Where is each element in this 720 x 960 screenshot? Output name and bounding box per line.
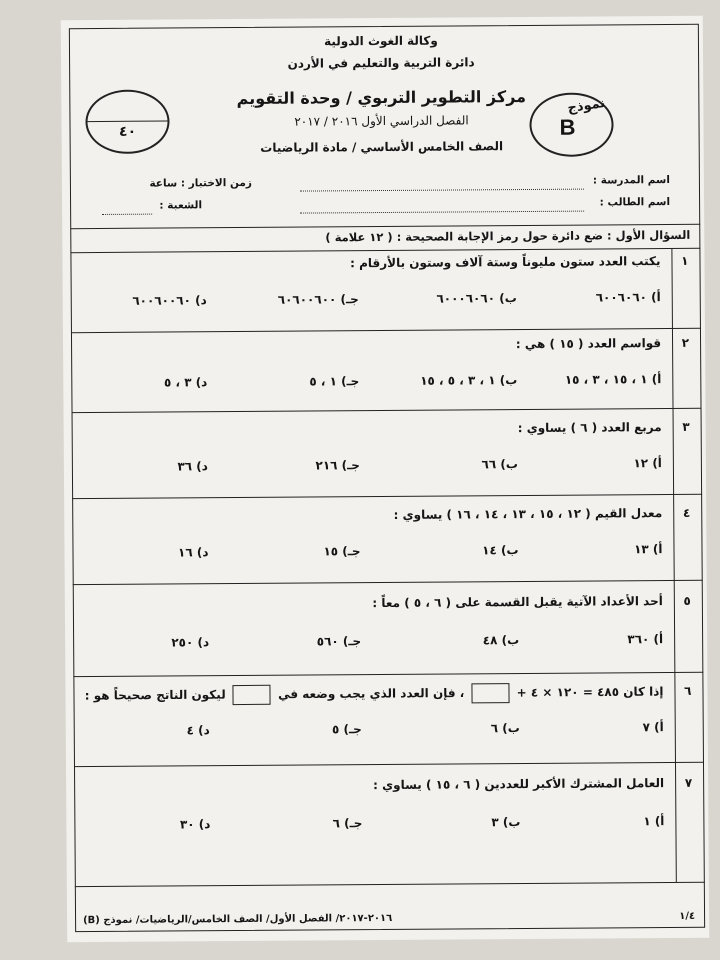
section-title: السؤال الأول : ضع دائرة حول رمز الإجابة الصحيحة : ( ١٢ علامة ) [325, 227, 691, 245]
option-a[interactable]: أ) ٣٦٠ [627, 632, 664, 647]
option-b[interactable]: ب) ٦ [490, 721, 520, 736]
question-text: مربع العدد ( ٦ ) يساوي : [517, 420, 662, 436]
option-c[interactable]: جـ) ٦ [332, 816, 363, 831]
option-c[interactable]: جـ) ٥ [331, 722, 362, 737]
option-b[interactable]: ب) ٤٨ [482, 633, 520, 648]
question-text-part: إذا كان ٤٨٥ = ١٢٠ × ٤ + [516, 684, 664, 700]
option-b[interactable]: ب) ٣ [491, 815, 521, 830]
question-7: ٧ العامل المشترك الأكبر للعددين ( ٦ ، ١٥ ) يساوي : أ) ١ ب) ٣ جـ) ٦ د) ٣٠ [179, 775, 693, 832]
option-b[interactable]: ب) ٦٦ [481, 457, 518, 472]
option-c[interactable]: جـ) ١٥ [323, 544, 361, 559]
question-2: ٢ قواسم العدد ( ١٥ ) هي : أ) ١ ، ١٥ ، ٣ ، ١٥ ب) ١ ، ٣ ، ٥ ، ١٥ جـ) ١ ، ٥ د) ٣ ، ٥ [163, 335, 690, 390]
question-text-part: ليكون الناتج صحيحاً هو : [84, 687, 226, 703]
agency-name: وكالة الغوث الدولية [324, 33, 438, 49]
department-name: دائرة التربية والتعليم في الأردن [287, 55, 475, 71]
question-text-part: ، فإن العدد الذي يجب وضعه في [277, 685, 465, 702]
option-a[interactable]: أ) ١ ، ١٥ ، ٣ ، ١٥ [564, 372, 662, 387]
option-c[interactable]: جـ) ٦٠٦٠٠٦٠٠ [277, 292, 359, 307]
model-label: نموذج [566, 95, 607, 117]
question-text: يكتب العدد ستون مليوناً وستة آلاف وستون بالأرقام : [350, 254, 661, 271]
option-a[interactable]: أ) ١٣ [634, 542, 663, 557]
option-d[interactable]: د) ٣ ، ٥ [163, 375, 208, 390]
option-d[interactable]: د) ٢٥٠ [171, 635, 210, 650]
option-a[interactable]: أ) ١٢ [633, 456, 662, 471]
student-label: اسم الطالب : [599, 196, 671, 209]
option-b[interactable]: ب) ٦٠٠٠٦٠٦٠ [436, 291, 517, 306]
option-a[interactable]: أ) ١ [643, 814, 665, 829]
option-d[interactable]: د) ٣٦ [177, 459, 208, 474]
option-d[interactable]: د) ١٦ [177, 545, 209, 560]
exam-time: زمن الاختبار : ساعة [149, 176, 252, 190]
option-c[interactable]: جـ) ٢١٦ [315, 458, 360, 473]
question-3: ٣ مربع العدد ( ٦ ) يساوي : أ) ١٢ ب) ٦٦ جـ) ٢١٦ د) ٣٦ [177, 419, 690, 474]
total-score: ٤٠ [118, 123, 137, 140]
grade-subject: الصف الخامس الأساسي / مادة الرياضيات [260, 139, 504, 155]
question-5: ٥ أحد الأعداد الآتية يقبل القسمة على ( ٦ ، ٥ ) معاً : أ) ٣٦٠ ب) ٤٨ جـ) ٥٦٠ د) ٢٥٠ [171, 593, 691, 650]
option-c[interactable]: جـ) ٥٦٠ [316, 634, 362, 649]
option-d[interactable]: د) ٦٠٠٦٠٠٦٠ [132, 293, 207, 308]
question-text: قواسم العدد ( ١٥ ) هي : [515, 336, 662, 352]
section-label: الشعبة : [159, 199, 203, 212]
school-label: اسم المدرسة : [592, 174, 670, 187]
score-circle [85, 89, 169, 154]
option-d[interactable]: د) ٤ [186, 723, 210, 738]
option-b[interactable]: ب) ١٤ [482, 543, 519, 558]
footer-info: ٢٠١٦-٢٠١٧/ الفصل الأول/ الصف الخامس/الرياضيات/ نموذج (B) [83, 912, 393, 927]
semester: الفصل الدراسي الأول ٢٠١٦ / ٢٠١٧ [294, 113, 469, 129]
option-a[interactable]: أ) ٧ [642, 720, 664, 735]
question-1: ١ يكتب العدد ستون مليوناً وستة آلاف وستون بالأرقام : أ) ٦٠٠٦٠٦٠ ب) ٦٠٠٠٦٠٦٠ جـ) ٦٠٦٠٠٦٠٠ د) ٦٠٠٦٠٠٦٠ [132, 253, 689, 308]
option-b[interactable]: ب) ١ ، ٣ ، ٥ ، ١٥ [420, 373, 518, 388]
answer-box[interactable] [233, 685, 271, 705]
page-number: ١/٤ [679, 910, 696, 922]
answer-box[interactable] [471, 683, 509, 703]
question-text: أحد الأعداد الآتية يقبل القسمة على ( ٦ ، ٥ ) معاً : [372, 594, 663, 611]
option-a[interactable]: أ) ٦٠٠٦٠٦٠ [595, 290, 661, 305]
exam-paper [61, 16, 709, 942]
question-text [85, 682, 664, 706]
question-text: معدل القيم ( ١٢ ، ١٥ ، ١٣ ، ١٤ ، ١٦ ) يساوي : [393, 506, 663, 522]
question-6: ٦ إذا كان ٤٨٥ = ١٢٠ × ٤ + ، فإن العدد الذي يجب وضعه في ليكون الناتج صحيحاً هو : أ) ٧ ب) ٦ جـ) ٥ د) ٤ [84, 683, 692, 738]
page-border [69, 24, 705, 932]
option-c[interactable]: جـ) ١ ، ٥ [309, 374, 360, 389]
model-circle [529, 92, 613, 157]
question-4: ٤ معدل القيم ( ١٢ ، ١٥ ، ١٣ ، ١٤ ، ١٦ ) يساوي : أ) ١٣ ب) ١٤ جـ) ١٥ د) ١٦ [177, 505, 691, 560]
model-letter: B [559, 114, 576, 140]
option-d[interactable]: د) ٣٠ [179, 817, 211, 832]
question-text: العامل المشترك الأكبر للعددين ( ٦ ، ١٥ ) يساوي : [373, 776, 665, 793]
center-name: مركز التطوير التربوي / وحدة التقويم [236, 87, 527, 109]
